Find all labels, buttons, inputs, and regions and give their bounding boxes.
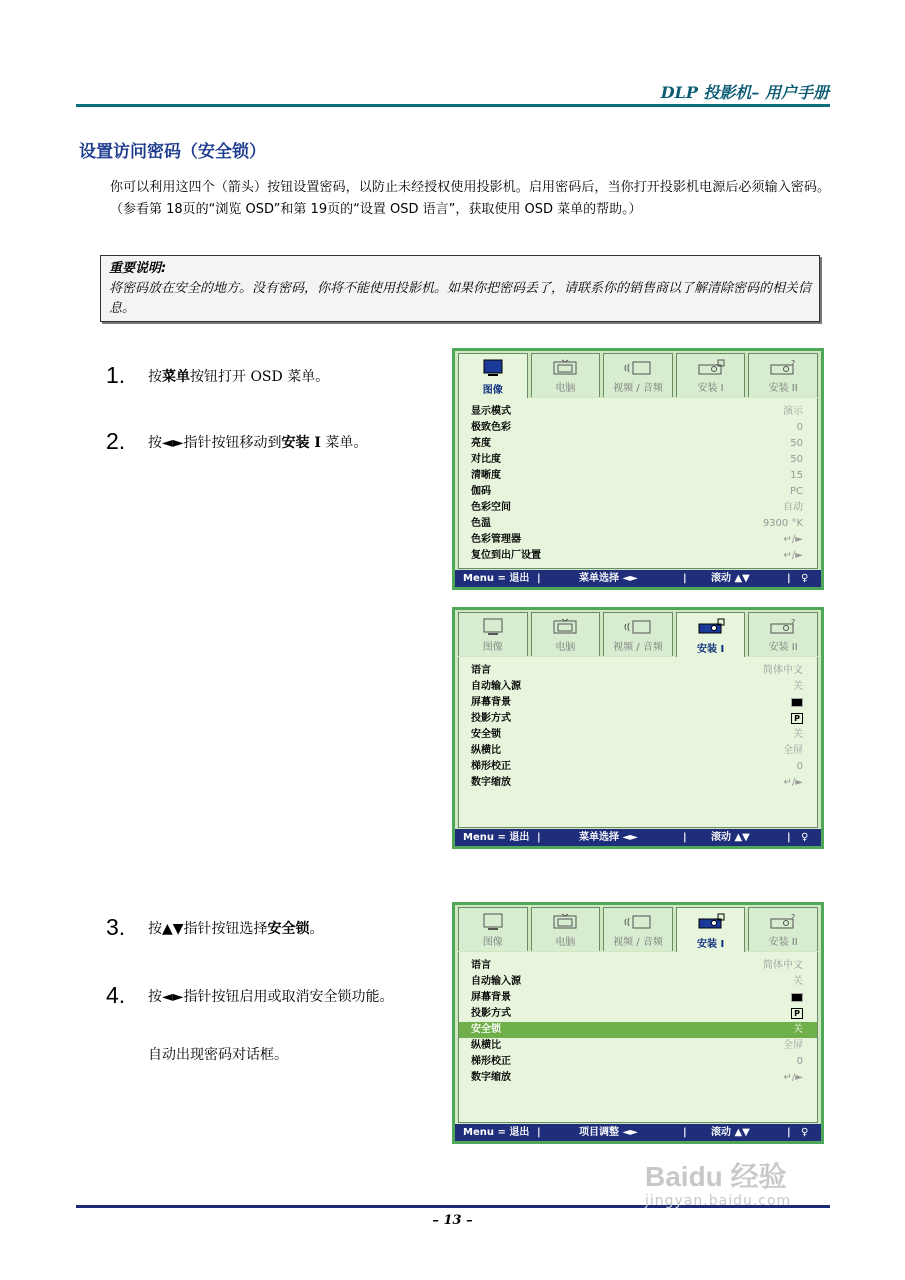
menu-item[interactable]: 色温 9300 °K — [471, 518, 803, 529]
tab-setup-1[interactable]: 安装 I — [676, 353, 746, 397]
video-audio-icon — [623, 618, 653, 636]
menu-item[interactable]: 语言 简体中文 — [471, 960, 803, 971]
step-text: 按菜单按钮打开 OSD 菜单。 — [148, 369, 330, 385]
step-number: 2. — [106, 428, 126, 454]
intro-paragraph: 你可以利用这四个（箭头）按钮设置密码，以防止未经授权使用投影机。启用密码后，当你打开投影机电源后必须输入密码。（参看第 18页的“浏览 OSD”和第 19页的“设置 OSD 语言”，获取使用 OSD 菜单的帮助。） — [110, 180, 830, 217]
computer-icon — [550, 913, 580, 931]
menu-item[interactable]: 显示模式 演示 — [471, 406, 803, 417]
note-title: 重要说明: — [109, 261, 167, 276]
osd-footer: Menu = 退出 | 项目调整 ◄► | 滚动 ▲▼ | ♀ — [455, 1124, 821, 1141]
projector-help-icon — [768, 913, 798, 931]
tab-video-audio[interactable]: 视频 / 音频 — [603, 907, 673, 951]
osd-list — [458, 952, 818, 1123]
tab-computer[interactable]: 电脑 — [531, 353, 601, 397]
tab-video-audio[interactable]: 视频 / 音频 — [603, 353, 673, 397]
osd-image-menu — [452, 348, 824, 590]
menu-item-selected[interactable]: 安全锁 关 — [459, 1022, 817, 1038]
menu-item[interactable]: 纵横比 全屏 — [471, 1040, 803, 1051]
projection-icon: P — [791, 713, 803, 724]
osd-footer: Menu = 退出 | 菜单选择 ◄► | 滚动 ▲▼ | ♀ — [455, 829, 821, 846]
bulb-icon: ♀ — [801, 573, 809, 584]
osd-tab-bar — [458, 353, 818, 398]
menu-item[interactable]: 投影方式 P — [459, 711, 817, 727]
header-rule — [76, 104, 830, 107]
computer-icon — [550, 618, 580, 636]
tab-setup-2[interactable]: ? 安装 II — [748, 907, 818, 951]
important-note — [100, 255, 820, 322]
tab-video-audio[interactable]: 视频 / 音频 — [603, 612, 673, 656]
monitor-icon — [478, 359, 508, 377]
menu-item[interactable]: 梯形校正 0 — [471, 1056, 803, 1067]
tab-setup-1[interactable]: 安装 I — [676, 612, 746, 658]
menu-item[interactable]: 极致色彩 0 — [471, 422, 803, 433]
tab-computer[interactable]: 电脑 — [531, 612, 601, 656]
svg-text:?: ? — [791, 359, 796, 368]
projection-icon: P — [791, 1008, 803, 1019]
menu-item[interactable]: 自动输入源 关 — [471, 681, 803, 692]
video-audio-icon — [623, 913, 653, 931]
watermark-logo: Baidu 经验 jingyan.baidu.com — [645, 1161, 792, 1209]
osd-list — [458, 398, 818, 569]
black-swatch — [791, 698, 803, 707]
step-text: 按◄►指针按钮启用或取消安全锁功能。 — [148, 989, 394, 1005]
computer-icon — [550, 359, 580, 377]
step-text: 按▲▼指针按钮选择安全锁。 — [148, 921, 324, 937]
bulb-icon: ♀ — [801, 832, 809, 843]
monitor-icon — [478, 913, 508, 931]
osd-tab-bar — [458, 907, 818, 952]
menu-item[interactable]: 对比度 50 — [471, 454, 803, 465]
section-title: 设置访问密码（安全锁） — [79, 142, 266, 162]
menu-item[interactable]: 复位到出厂设置 ↵/► — [471, 550, 803, 561]
osd-list — [458, 657, 818, 828]
menu-item[interactable]: 语言 简体中文 — [471, 665, 803, 676]
menu-item[interactable]: 清晰度 15 — [471, 470, 803, 481]
step-text: 按◄►指针按钮移动到安装 I 菜单。 — [148, 435, 368, 451]
tab-setup-2[interactable]: ? 安装 II — [748, 612, 818, 656]
menu-item[interactable]: 数字缩放 ↵/► — [471, 777, 803, 788]
projector-help-icon — [768, 618, 798, 636]
monitor-icon — [478, 618, 508, 636]
tab-image[interactable]: 图像 — [458, 353, 528, 399]
tab-setup-1[interactable]: 安装 I — [676, 907, 746, 953]
step-number: 3. — [106, 914, 126, 940]
step-number: 4. — [106, 982, 126, 1008]
menu-item[interactable]: 安全锁 关 — [471, 729, 803, 740]
header-title: DLP 投影机– 用户手册 — [660, 83, 829, 102]
menu-item[interactable]: 屏幕背景 — [459, 990, 817, 1006]
menu-item[interactable]: 数字缩放 ↵/► — [471, 1072, 803, 1083]
black-swatch — [791, 993, 803, 1002]
osd-setup-menu-security — [452, 902, 824, 1144]
menu-item[interactable]: 色彩管理器 ↵/► — [471, 534, 803, 545]
tab-computer[interactable]: 电脑 — [531, 907, 601, 951]
osd-setup-menu — [452, 607, 824, 849]
menu-item[interactable]: 亮度 50 — [471, 438, 803, 449]
projector-icon — [696, 913, 726, 931]
video-audio-icon — [623, 359, 653, 377]
step-4-sub-note: 自动出现密码对话框。 — [148, 1047, 288, 1063]
osd-tab-bar — [458, 612, 818, 657]
page-number: – 13 – — [432, 1213, 473, 1228]
svg-text:?: ? — [791, 618, 796, 627]
step-number: 1. — [106, 362, 126, 388]
tab-image[interactable]: 图像 — [458, 612, 528, 656]
menu-item[interactable]: 梯形校正 0 — [471, 761, 803, 772]
tab-image[interactable]: 图像 — [458, 907, 528, 951]
osd-footer: Menu = 退出 | 菜单选择 ◄► | 滚动 ▲▼ | ♀ — [455, 570, 821, 587]
projector-icon — [696, 618, 726, 636]
svg-text:?: ? — [791, 913, 796, 922]
projector-help-icon — [768, 359, 798, 377]
menu-item[interactable]: 自动输入源 关 — [471, 976, 803, 987]
menu-item[interactable]: 纵横比 全屏 — [471, 745, 803, 756]
tab-setup-2[interactable]: ? 安装 II — [748, 353, 818, 397]
note-text: 将密码放在安全的地方。没有密码，你将不能使用投影机。如果你把密码丢了，请联系你的销售商以了解清除密码的相关信息。 — [109, 281, 812, 316]
bulb-icon: ♀ — [801, 1127, 809, 1138]
menu-item[interactable]: 伽码 PC — [471, 486, 803, 497]
menu-item[interactable]: 色彩空间 自动 — [471, 502, 803, 513]
menu-item[interactable]: 投影方式 P — [459, 1006, 817, 1022]
projector-icon — [696, 359, 726, 377]
menu-item[interactable]: 屏幕背景 — [459, 695, 817, 711]
